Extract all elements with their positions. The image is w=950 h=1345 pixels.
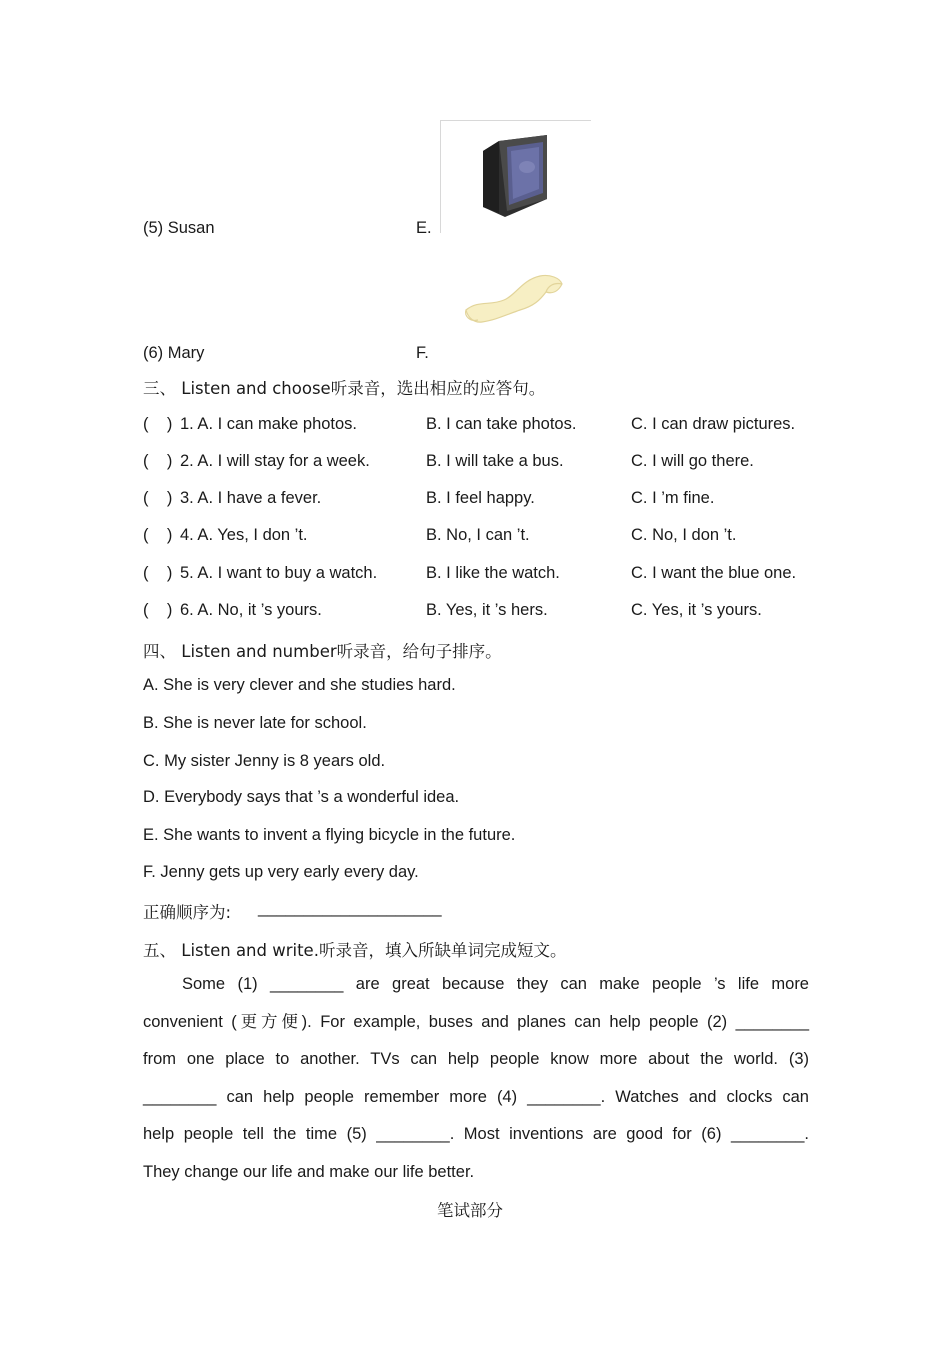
answer-paren[interactable]: ( ) — [143, 601, 173, 619]
section3-title: 三、 Listen and choose听录音，选出相应的应答句。 — [143, 379, 546, 398]
order-answer-blank[interactable]: ____________________ — [258, 899, 442, 917]
option-c: C. I want the blue one. — [631, 564, 797, 582]
option-c: C. I ’m fine. — [631, 489, 715, 507]
option-a: 5. A. I want to buy a watch. — [180, 564, 378, 582]
option-b: B. No, I can ’t. — [426, 526, 530, 544]
option-b: B. I feel happy. — [426, 489, 535, 507]
fill-in-passage — [143, 966, 809, 1192]
scroll-paper-image — [460, 270, 566, 328]
passage-line: convenient (更方便). For example, buses and planes can help people (2) ________ — [143, 1012, 809, 1031]
passage-line: ________ can help people remember more (4) ________. Watches and clocks can — [143, 1087, 809, 1106]
option-c: C. Yes, it ’s yours. — [631, 601, 762, 619]
sentence-b: B. She is never late for school. — [143, 714, 367, 732]
passage-line: help people tell the time (5) ________. Most inventions are good for (6) ________. — [143, 1125, 809, 1144]
option-b: B. I can take photos. — [426, 415, 577, 433]
section5-title: 五、 Listen and write.听录音，填入所缺单词完成短文。 — [143, 941, 567, 960]
answer-paren[interactable]: ( ) — [143, 489, 173, 507]
option-c: C. No, I don ’t. — [631, 526, 737, 544]
sentence-d: D. Everybody says that ’s a wonderful idea. — [143, 788, 460, 806]
passage-line: from one place to another. TVs can help people know more about the world. (3) — [143, 1050, 809, 1069]
tv-picture-frame — [440, 120, 591, 233]
option-b: B. I will take a bus. — [426, 452, 564, 470]
option-b: B. I like the watch. — [426, 564, 560, 582]
answer-paren[interactable]: ( ) — [143, 526, 173, 544]
option-c: C. I will go there. — [631, 452, 754, 470]
section4-title: 四、 Listen and number听录音，给句子排序。 — [143, 642, 502, 661]
match-letter-f: F. — [416, 344, 429, 362]
match-name-6: (6) Mary — [143, 344, 205, 362]
television-image — [441, 121, 591, 233]
option-a: 3. A. I have a fever. — [180, 489, 322, 507]
sentence-a: A. She is very clever and she studies hard. — [143, 676, 456, 694]
sentence-f: F. Jenny gets up very early every day. — [143, 863, 419, 881]
written-part-heading: 笔试部分 — [437, 1201, 503, 1220]
option-c: C. I can draw pictures. — [631, 415, 796, 433]
answer-paren[interactable]: ( ) — [143, 452, 173, 470]
answer-paren[interactable]: ( ) — [143, 415, 173, 433]
order-label: 正确顺序为: — [143, 903, 232, 922]
option-a: 1. A. I can make photos. — [180, 415, 358, 433]
answer-paren[interactable]: ( ) — [143, 564, 173, 582]
sentence-c: C. My sister Jenny is 8 years old. — [143, 752, 386, 770]
option-a: 2. A. I will stay for a week. — [180, 452, 370, 470]
option-a: 4. A. Yes, I don ’t. — [180, 526, 308, 544]
option-a: 6. A. No, it ’s yours. — [180, 601, 322, 619]
match-letter-e: E. — [416, 219, 432, 237]
option-b: B. Yes, it ’s hers. — [426, 601, 548, 619]
match-name-5: (5) Susan — [143, 219, 215, 237]
passage-line: Some (1) ________ are great because they can make people ’s life more — [182, 975, 809, 993]
passage-line: They change our life and make our life better. — [143, 1162, 475, 1181]
sentence-e: E. She wants to invent a flying bicycle in the future. — [143, 826, 516, 844]
